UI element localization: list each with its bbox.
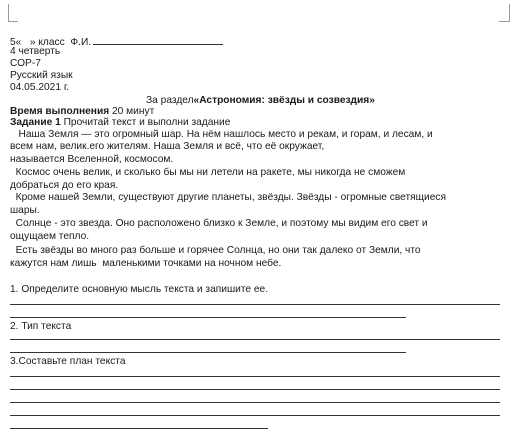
- task-line: [10, 117, 230, 129]
- task-instruction: Прочитай текст и выполни задание: [63, 117, 231, 128]
- grade-prefix: 5«: [10, 37, 22, 48]
- answer-line[interactable]: [10, 428, 268, 429]
- date: 04.05.2021 г.: [10, 82, 70, 93]
- answer-line[interactable]: [10, 352, 406, 353]
- subject: Русский язык: [10, 70, 73, 81]
- task-label: Задание 1: [10, 117, 61, 128]
- answer-line[interactable]: [10, 304, 500, 305]
- section-prefix: За раздел: [146, 95, 194, 106]
- text-line: ощущаем тепло.: [10, 231, 90, 242]
- name-blank[interactable]: [93, 35, 223, 45]
- time-label: Время выполнения: [10, 106, 110, 117]
- question-1: 1. Определите основную мысль текста и запишите ее.: [10, 284, 269, 295]
- crop-mark-right-vertical: [509, 4, 510, 22]
- question-2: 2. Тип текста: [10, 321, 72, 332]
- text-line: Солнце - это звезда. Оно расположено близко к Земле, и поэтому мы видим его свет и: [10, 218, 428, 229]
- section-line: [146, 95, 375, 107]
- text-line: шары.: [10, 205, 40, 216]
- quarter: 4 четверть: [10, 46, 61, 57]
- text-line: всем нам, велик.его жителям. Наша Земля и всё, что её окружает,: [10, 141, 325, 152]
- answer-line[interactable]: [10, 339, 500, 340]
- name-label: Ф.И.: [70, 37, 92, 48]
- text-line: называется Вселенной, космосом.: [10, 154, 174, 165]
- time-value: 20 минут: [112, 106, 155, 117]
- text-line: Космос очень велик, и сколько бы мы ни летели на ракете, мы никогда не сможем: [10, 167, 406, 178]
- answer-line[interactable]: [10, 376, 500, 377]
- crop-mark-left-vertical: [8, 4, 9, 22]
- answer-line[interactable]: [10, 389, 500, 390]
- text-line: Кроме нашей Земли, существуют другие планеты, звёзды. Звёзды - огромные светящиеся: [10, 192, 447, 203]
- text-line: Есть звёзды во много раз больше и горячее Солнца, но они так далеко от Земли, что: [10, 245, 421, 256]
- question-3: 3.Составьте план текста: [10, 356, 126, 367]
- answer-line[interactable]: [10, 317, 406, 318]
- text-line: Наша Земля — это огромный шар. На нём нашлось место и рекам, и горам, и лесам, и: [10, 129, 433, 140]
- answer-line[interactable]: [10, 402, 500, 403]
- crop-mark-left-horizontal: [8, 21, 18, 22]
- crop-mark-right-horizontal: [499, 21, 510, 22]
- section-title: «Астрономия: звёзды и созвездия»: [193, 95, 375, 106]
- text-line: добраться до его края.: [10, 180, 119, 191]
- text-line: кажутся нам лишь маленькими точками на ночном небе.: [10, 258, 282, 269]
- answer-line[interactable]: [10, 415, 500, 416]
- assessment-code: СОР-7: [10, 58, 41, 69]
- grade-suffix: » класс: [29, 37, 65, 48]
